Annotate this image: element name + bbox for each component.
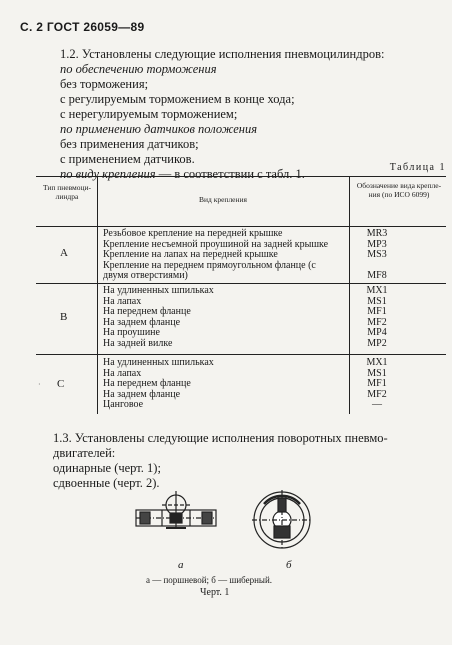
cylinder-type: B xyxy=(60,311,68,323)
sensors-heading: по применению датчиков положения xyxy=(60,122,258,136)
mount-cell: Крепление на переднем прямоугольном фланце (с xyxy=(103,259,316,271)
code-cell: — xyxy=(372,399,382,411)
section-1-3-line: одинарные (черт. 1); xyxy=(53,461,161,475)
mount-cell: Крепление несъемной проушиной на задней крышке xyxy=(103,238,329,250)
mount-cell: На задней вилке xyxy=(103,338,173,349)
section-1-3-line: сдвоенные (черт. 2). xyxy=(53,476,160,490)
table-caption: Таблица 1 xyxy=(389,162,446,173)
mount-cell: Цанговое xyxy=(103,399,144,411)
code-cell: MF1 xyxy=(367,378,387,390)
section-1-2-intro: 1.2. Установлены следующие исполнения пневмоцилиндров: xyxy=(60,47,385,61)
mount-cell: двумя отверстиями) xyxy=(103,270,188,282)
code-cell: MF2 xyxy=(367,316,387,328)
mount-cell: На удлиненных шпильках xyxy=(103,285,214,296)
table-header-type: Тип пневмоци-линдра xyxy=(42,183,92,201)
table-column-rule xyxy=(349,176,350,414)
code-cell: MX1 xyxy=(366,357,388,368)
mount-cell: На лапах xyxy=(103,295,142,307)
mounting-reference: — в соответствии с табл. 1. xyxy=(158,167,305,181)
section-1-3-line: 1.3. Установлены следующие исполнения поворотных пневмо- xyxy=(53,431,388,445)
code-cell: MP3 xyxy=(367,238,387,250)
page-header: С. 2 ГОСТ 26059—89 xyxy=(20,20,145,34)
code-cell: MS3 xyxy=(367,249,387,261)
sensors-option: без применения датчиков; xyxy=(60,137,199,151)
mount-cell: На заднем фланце xyxy=(103,316,181,328)
mount-cell: Резьбовое крепление на передней крышке xyxy=(103,228,283,239)
figure-title: Черт. 1 xyxy=(200,587,230,598)
figure-caption: а — поршневой; б — шиберный. xyxy=(146,575,273,585)
braking-heading: по обеспечению торможения xyxy=(60,62,217,76)
code-cell: MF1 xyxy=(367,306,387,318)
code-cell: MF2 xyxy=(367,388,387,400)
figure-label-b: б xyxy=(286,559,292,571)
mount-cell: На заднем фланце xyxy=(103,388,181,400)
mount-cell: На проушине xyxy=(103,327,160,339)
braking-option: с регулируемым торможением в конце хода; xyxy=(60,92,295,106)
table-column-rule xyxy=(97,176,98,414)
braking-option: без торможения; xyxy=(60,77,149,91)
mount-cell: На удлиненных шпильках xyxy=(103,357,214,368)
code-cell: MS1 xyxy=(367,367,387,379)
cylinder-type: A xyxy=(60,247,68,259)
mount-cell: На переднем фланце xyxy=(103,306,191,318)
vane-motor-drawing xyxy=(250,488,314,552)
table-header-code: Обозначение вида крепле-ния (по ИСО 6099) xyxy=(356,181,442,199)
mount-cell: На лапах xyxy=(103,367,142,379)
code-cell: MS1 xyxy=(367,295,387,307)
table-header-mount: Вид крепления xyxy=(199,195,247,204)
sensors-option: с применением датчиков. xyxy=(60,152,195,166)
code-cell: MP4 xyxy=(367,327,387,339)
mount-cell: Крепление на лапах на передней крышке xyxy=(103,249,278,261)
code-cell: MX1 xyxy=(366,285,388,296)
section-1-3-line: двигателей: xyxy=(53,446,116,460)
code-cell: MF8 xyxy=(367,270,387,282)
piston-motor-drawing xyxy=(132,488,222,538)
figure-label-a: а xyxy=(178,559,184,571)
mounting-heading: по виду крепления xyxy=(60,167,156,181)
code-cell: MP2 xyxy=(367,338,387,349)
mount-cell: На переднем фланце xyxy=(103,378,191,390)
braking-option: с нерегулируемым торможением; xyxy=(60,107,238,121)
code-cell: MR3 xyxy=(366,228,388,239)
cylinder-type: C xyxy=(57,378,65,390)
margin-mark: · xyxy=(38,380,41,389)
